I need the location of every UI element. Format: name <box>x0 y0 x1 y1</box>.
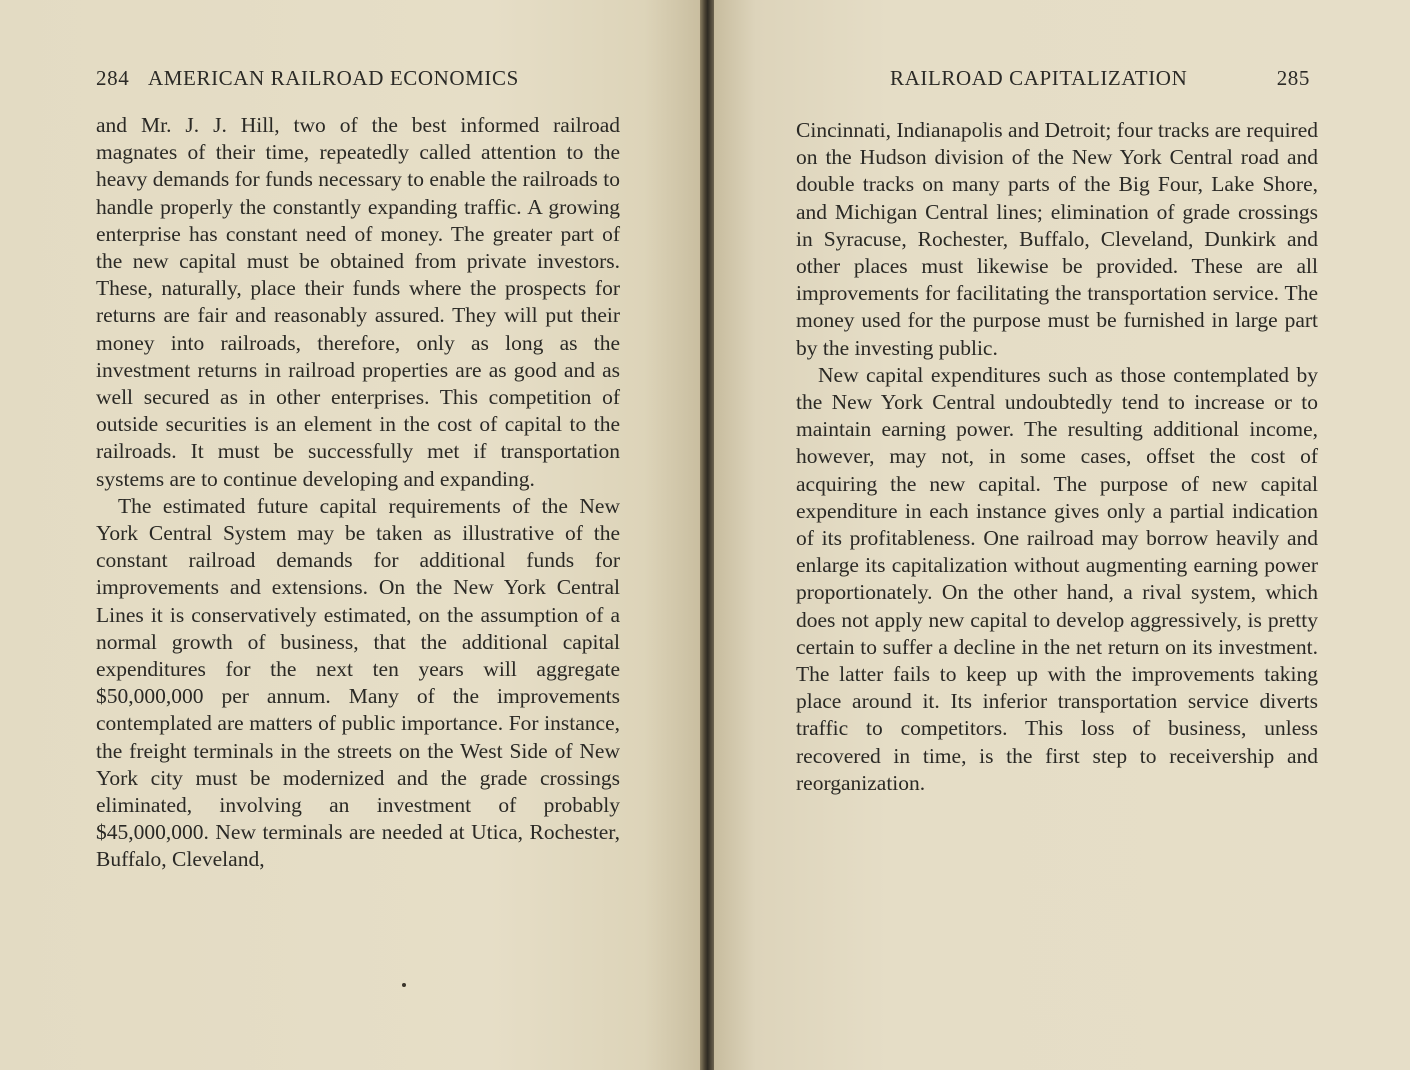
left-paragraph-1: and Mr. J. J. Hill, two of the best informed railroad magnates of their time, repeatedly called attention to the heavy demands for funds necessary to enable the railroads to handle properly the constantly expanding traffic. A growing enterprise has constant need of money. The greater part of the new capital must be obtained from private investors. These, naturally, place their funds where the prospects for returns are fair and reasonably assured. They will put their money into railroads, therefore, only as long as the investment returns in railroad properties are as good and as well secured as in other enterprises. This competition of outside securities is an element in the cost of capital to the railroads. It must be successfully met if transportation systems are to continue developing and expanding. <box>96 113 620 491</box>
right-paragraph-1: Cincinnati, Indianapolis and Detroit; four tracks are required on the Hudson division of the New York Central road and double tracks on many parts of the Big Four, Lake Shore, and Michigan Central lines; elimination of grade crossings in Syracuse, Rochester, Buffalo, Cleveland, Dunkirk and other places must likewise be provided. These are all improvements for facilitating the transportation service. The money used for the purpose must be furnished in large part by the investing public. <box>796 118 1318 360</box>
right-running-title: RAILROAD CAPITALIZATION <box>890 66 1188 90</box>
right-running-head <box>890 66 1310 91</box>
right-text-block <box>796 117 1318 797</box>
left-page-number: 284 <box>96 66 130 90</box>
ink-speck <box>402 983 406 987</box>
right-page-number: 285 <box>1276 66 1310 90</box>
left-paragraph-2: The estimated future capital requirements of the New York Central System may be taken as illustrative of the constant railroad demands for additional funds for improvements and extensions. On the New York Central Lines it is conservatively estimated, on the assumption of a normal growth of business, that the additional capital expenditures for the next ten years will aggregate $50,000,000 per annum. Many of the improvements contemplated are matters of public importance. For instance, the freight terminals in the streets on the West Side of New York city must be modernized and the grade crossings eliminated, involving an investment of probably $45,000,000. New terminals are needed at Utica, Rochester, Buffalo, Cleveland, <box>96 493 620 872</box>
right-paragraph-2: New capital expenditures such as those contemplated by the New York Central undoubtedly tend to increase or to maintain earning power. The resulting additional income, however, may not, in some cases, offset the cost of acquiring the new capital. The purpose of new capital expenditure in each instance gives only a partial indication of its profitableness. One railroad may borrow heavily and enlarge its capitalization without augmenting earning power proportionately. On the other hand, a rival system, which does not apply new capital to develop aggressively, is pretty certain to suffer a decline in the net return on its investment. The latter fails to keep up with the improvements taking place around it. Its inferior transportation service diverts traffic to competitors. This loss of business, unless recovered in time, is the first step to receivership and reorganization. <box>796 362 1318 795</box>
left-page <box>0 0 700 1070</box>
left-text-block <box>96 112 620 874</box>
book-gutter <box>700 0 714 1070</box>
right-page <box>714 0 1410 1070</box>
left-running-title: AMERICAN RAILROAD ECONOMICS <box>148 66 519 90</box>
left-running-head <box>96 66 566 91</box>
